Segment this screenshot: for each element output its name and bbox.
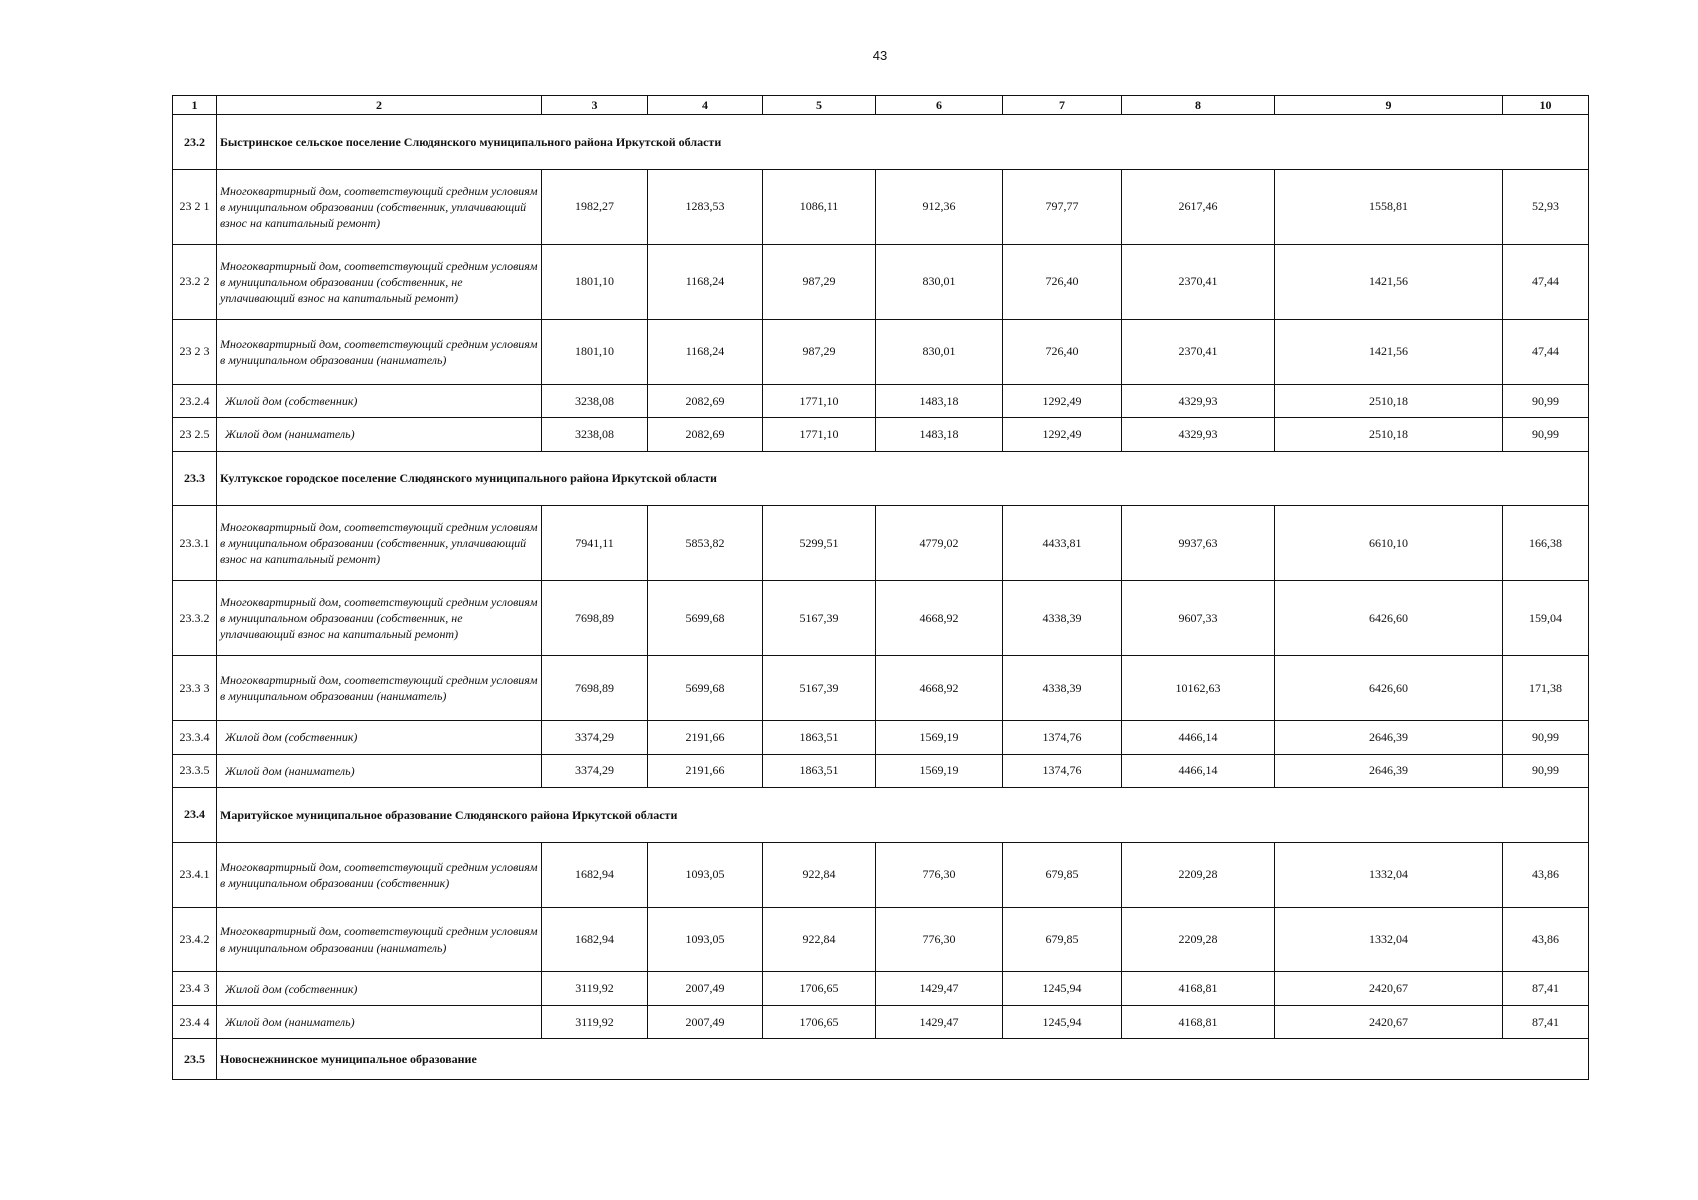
value-cell: 912,36 (876, 169, 1003, 244)
section-title: Култукское городское поселение Слюдянского муниципального района Иркутской области (217, 451, 1589, 506)
value-cell: 1086,11 (763, 169, 876, 244)
value-cell: 2510,18 (1275, 418, 1503, 451)
row-description: Жилой дом (наниматель) (217, 754, 542, 787)
value-cell: 1863,51 (763, 721, 876, 754)
value-cell: 1093,05 (648, 907, 763, 972)
value-cell: 2420,67 (1275, 972, 1503, 1005)
row-number: 23.3.4 (173, 721, 217, 754)
value-cell: 2420,67 (1275, 1005, 1503, 1038)
column-header: 4 (648, 96, 763, 115)
value-cell: 5167,39 (763, 581, 876, 656)
section-title: Маритуйское муниципальное образование Слюдянского района Иркутской области (217, 788, 1589, 843)
value-cell: 1421,56 (1275, 244, 1503, 319)
value-cell: 166,38 (1503, 506, 1589, 581)
value-cell: 10162,63 (1122, 656, 1275, 721)
row-description: Многоквартирный дом, соответствующий средним условиям в муниципальном образовании (собственник) (217, 842, 542, 907)
column-header: 3 (542, 96, 648, 115)
value-cell: 776,30 (876, 907, 1003, 972)
value-cell: 5853,82 (648, 506, 763, 581)
row-description: Многоквартирный дом, соответствующий средним условиям в муниципальном образовании (наниматель) (217, 319, 542, 384)
row-description: Жилой дом (наниматель) (217, 1005, 542, 1038)
value-cell: 2510,18 (1275, 384, 1503, 417)
section-number: 23.2 (173, 115, 217, 170)
value-cell: 1558,81 (1275, 169, 1503, 244)
table-row (173, 418, 1589, 451)
section-title: Быстринское сельское поселение Слюдянского муниципального района Иркутской области (217, 115, 1589, 170)
table-row (173, 754, 1589, 787)
value-cell: 1771,10 (763, 418, 876, 451)
value-cell: 2082,69 (648, 384, 763, 417)
row-description: Жилой дом (наниматель) (217, 418, 542, 451)
table-row (173, 581, 1589, 656)
value-cell: 2209,28 (1122, 907, 1275, 972)
row-number: 23 2 3 (173, 319, 217, 384)
value-cell: 2007,49 (648, 1005, 763, 1038)
value-cell: 4466,14 (1122, 721, 1275, 754)
row-number: 23.4.2 (173, 907, 217, 972)
section-number: 23.3 (173, 451, 217, 506)
section-row (173, 788, 1589, 843)
value-cell: 1421,56 (1275, 319, 1503, 384)
value-cell: 6610,10 (1275, 506, 1503, 581)
row-number: 23.3.1 (173, 506, 217, 581)
row-description: Жилой дом (собственник) (217, 721, 542, 754)
value-cell: 3238,08 (542, 384, 648, 417)
value-cell: 1982,27 (542, 169, 648, 244)
value-cell: 1245,94 (1003, 972, 1122, 1005)
table-row (173, 1005, 1589, 1038)
value-cell: 1292,49 (1003, 384, 1122, 417)
value-cell: 4168,81 (1122, 972, 1275, 1005)
value-cell: 90,99 (1503, 418, 1589, 451)
table-body (173, 96, 1589, 1080)
section-row (173, 115, 1589, 170)
value-cell: 1429,47 (876, 972, 1003, 1005)
value-cell: 1483,18 (876, 384, 1003, 417)
value-cell: 922,84 (763, 907, 876, 972)
value-cell: 3374,29 (542, 721, 648, 754)
value-cell: 7941,11 (542, 506, 648, 581)
value-cell: 6426,60 (1275, 581, 1503, 656)
value-cell: 159,04 (1503, 581, 1589, 656)
value-cell: 1569,19 (876, 721, 1003, 754)
row-number: 23.3.2 (173, 581, 217, 656)
value-cell: 1706,65 (763, 1005, 876, 1038)
row-description: Жилой дом (собственник) (217, 384, 542, 417)
value-cell: 1168,24 (648, 244, 763, 319)
row-number: 23.4 3 (173, 972, 217, 1005)
value-cell: 1429,47 (876, 1005, 1003, 1038)
tariff-table (172, 95, 1589, 1080)
value-cell: 987,29 (763, 244, 876, 319)
value-cell: 830,01 (876, 319, 1003, 384)
value-cell: 1682,94 (542, 907, 648, 972)
value-cell: 5699,68 (648, 656, 763, 721)
value-cell: 7698,89 (542, 656, 648, 721)
value-cell: 1332,04 (1275, 907, 1503, 972)
value-cell: 4329,93 (1122, 418, 1275, 451)
value-cell: 726,40 (1003, 319, 1122, 384)
value-cell: 2007,49 (648, 972, 763, 1005)
table-row (173, 319, 1589, 384)
value-cell: 1283,53 (648, 169, 763, 244)
value-cell: 87,41 (1503, 972, 1589, 1005)
table-row (173, 721, 1589, 754)
value-cell: 4338,39 (1003, 581, 1122, 656)
value-cell: 1332,04 (1275, 842, 1503, 907)
value-cell: 9607,33 (1122, 581, 1275, 656)
table-row (173, 842, 1589, 907)
section-row (173, 451, 1589, 506)
page-number: 43 (872, 48, 888, 63)
table-row (173, 656, 1589, 721)
value-cell: 3119,92 (542, 1005, 648, 1038)
value-cell: 1863,51 (763, 754, 876, 787)
value-cell: 47,44 (1503, 319, 1589, 384)
column-header: 5 (763, 96, 876, 115)
value-cell: 3374,29 (542, 754, 648, 787)
row-description: Многоквартирный дом, соответствующий средним условиям в муниципальном образовании (собственник, не уплачивающий взнос на капитальный ремонт) (217, 581, 542, 656)
row-number: 23.4 4 (173, 1005, 217, 1038)
value-cell: 7698,89 (542, 581, 648, 656)
value-cell: 4168,81 (1122, 1005, 1275, 1038)
value-cell: 90,99 (1503, 721, 1589, 754)
value-cell: 679,85 (1003, 842, 1122, 907)
value-cell: 171,38 (1503, 656, 1589, 721)
value-cell: 1682,94 (542, 842, 648, 907)
value-cell: 987,29 (763, 319, 876, 384)
column-header: 1 (173, 96, 217, 115)
table-row (173, 506, 1589, 581)
value-cell: 47,44 (1503, 244, 1589, 319)
value-cell: 43,86 (1503, 907, 1589, 972)
column-header: 10 (1503, 96, 1589, 115)
value-cell: 1168,24 (648, 319, 763, 384)
value-cell: 2191,66 (648, 721, 763, 754)
value-cell: 679,85 (1003, 907, 1122, 972)
row-description: Многоквартирный дом, соответствующий средним условиям в муниципальном образовании (наниматель) (217, 907, 542, 972)
value-cell: 776,30 (876, 842, 1003, 907)
value-cell: 4329,93 (1122, 384, 1275, 417)
value-cell: 1374,76 (1003, 754, 1122, 787)
table-row (173, 384, 1589, 417)
section-title: Новоснежнинское муниципальное образование (217, 1039, 1589, 1080)
column-header: 8 (1122, 96, 1275, 115)
table-row (173, 907, 1589, 972)
value-cell: 1801,10 (542, 244, 648, 319)
value-cell: 52,93 (1503, 169, 1589, 244)
row-number: 23.2.4 (173, 384, 217, 417)
row-description: Многоквартирный дом, соответствующий средним условиям в муниципальном образовании (собственник, не уплачивающий взнос на капитальный ремонт) (217, 244, 542, 319)
row-description: Многоквартирный дом, соответствующий средним условиям в муниципальном образовании (наниматель) (217, 656, 542, 721)
value-cell: 1374,76 (1003, 721, 1122, 754)
row-number: 23 2.5 (173, 418, 217, 451)
row-description: Жилой дом (собственник) (217, 972, 542, 1005)
value-cell: 6426,60 (1275, 656, 1503, 721)
value-cell: 2617,46 (1122, 169, 1275, 244)
value-cell: 2191,66 (648, 754, 763, 787)
value-cell: 1569,19 (876, 754, 1003, 787)
value-cell: 5299,51 (763, 506, 876, 581)
value-cell: 90,99 (1503, 384, 1589, 417)
value-cell: 4779,02 (876, 506, 1003, 581)
value-cell: 4668,92 (876, 581, 1003, 656)
value-cell: 1483,18 (876, 418, 1003, 451)
value-cell: 2646,39 (1275, 754, 1503, 787)
column-number-row (173, 96, 1589, 115)
value-cell: 922,84 (763, 842, 876, 907)
value-cell: 1771,10 (763, 384, 876, 417)
value-cell: 5167,39 (763, 656, 876, 721)
value-cell: 4338,39 (1003, 656, 1122, 721)
row-description: Многоквартирный дом, соответствующий средним условиям в муниципальном образовании (собственник, уплачивающий взнос на капитальный ремонт) (217, 506, 542, 581)
section-row (173, 1039, 1589, 1080)
column-header: 7 (1003, 96, 1122, 115)
value-cell: 726,40 (1003, 244, 1122, 319)
value-cell: 2082,69 (648, 418, 763, 451)
value-cell: 3238,08 (542, 418, 648, 451)
value-cell: 43,86 (1503, 842, 1589, 907)
value-cell: 1093,05 (648, 842, 763, 907)
value-cell: 90,99 (1503, 754, 1589, 787)
row-number: 23 2 1 (173, 169, 217, 244)
row-number: 23.4.1 (173, 842, 217, 907)
column-header: 6 (876, 96, 1003, 115)
row-number: 23.2 2 (173, 244, 217, 319)
row-number: 23.3 3 (173, 656, 217, 721)
value-cell: 2209,28 (1122, 842, 1275, 907)
value-cell: 4668,92 (876, 656, 1003, 721)
row-description: Многоквартирный дом, соответствующий средним условиям в муниципальном образовании (собственник, уплачивающий взнос на капитальный ремонт) (217, 169, 542, 244)
value-cell: 9937,63 (1122, 506, 1275, 581)
section-number: 23.5 (173, 1039, 217, 1080)
value-cell: 5699,68 (648, 581, 763, 656)
section-number: 23.4 (173, 788, 217, 843)
value-cell: 1801,10 (542, 319, 648, 384)
value-cell: 2646,39 (1275, 721, 1503, 754)
table-row (173, 972, 1589, 1005)
value-cell: 2370,41 (1122, 319, 1275, 384)
table-row (173, 244, 1589, 319)
value-cell: 830,01 (876, 244, 1003, 319)
value-cell: 3119,92 (542, 972, 648, 1005)
column-header: 2 (217, 96, 542, 115)
value-cell: 2370,41 (1122, 244, 1275, 319)
value-cell: 1706,65 (763, 972, 876, 1005)
value-cell: 1292,49 (1003, 418, 1122, 451)
value-cell: 87,41 (1503, 1005, 1589, 1038)
table-row (173, 169, 1589, 244)
value-cell: 4433,81 (1003, 506, 1122, 581)
value-cell: 4466,14 (1122, 754, 1275, 787)
value-cell: 1245,94 (1003, 1005, 1122, 1038)
value-cell: 797,77 (1003, 169, 1122, 244)
column-header: 9 (1275, 96, 1503, 115)
row-number: 23.3.5 (173, 754, 217, 787)
